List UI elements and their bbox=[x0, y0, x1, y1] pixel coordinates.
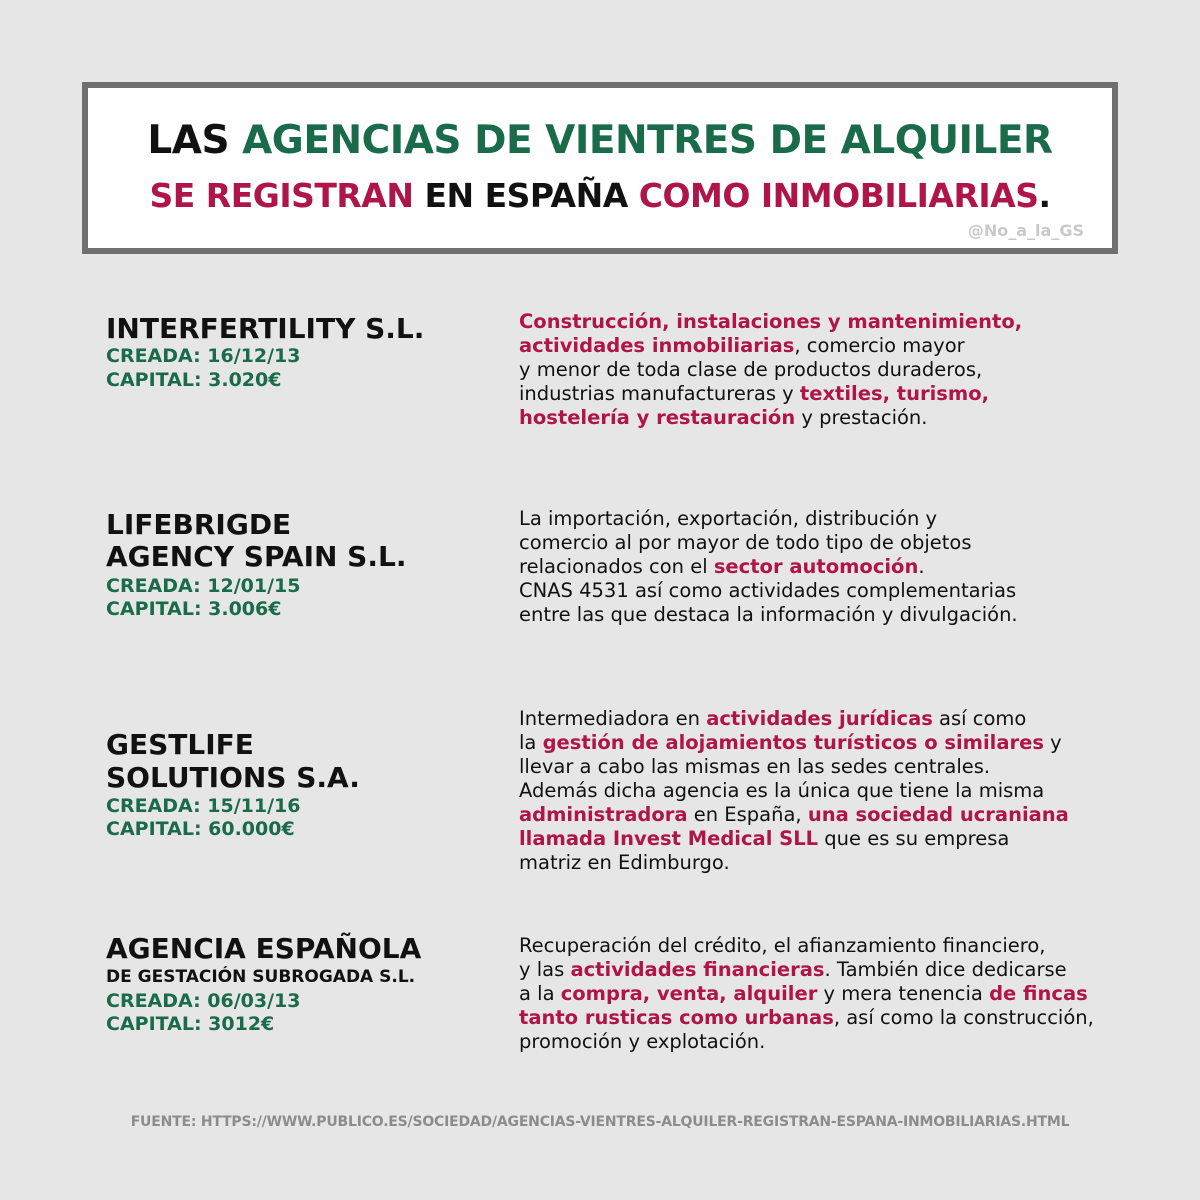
capital-amount: CAPITAL: 3.020€ bbox=[106, 369, 282, 391]
title-box bbox=[82, 82, 1118, 254]
description-text: relacionados con el bbox=[519, 555, 714, 578]
description-text: y mera tenencia bbox=[817, 982, 990, 1005]
description-line bbox=[519, 779, 1069, 803]
description-text: industrias manufactureras y bbox=[519, 382, 800, 405]
highlighted-text: una sociedad ucraniana bbox=[807, 803, 1069, 826]
description-text: y prestación. bbox=[795, 406, 928, 429]
highlighted-text: textiles, turismo, bbox=[799, 382, 989, 405]
description-line bbox=[519, 507, 1018, 531]
highlighted-text: actividades inmobiliarias bbox=[519, 334, 795, 357]
capital-amount: CAPITAL: 60.000€ bbox=[106, 818, 295, 840]
highlighted-text: Construcción, instalaciones y mantenimiento, bbox=[519, 310, 1023, 333]
description-text: , comercio mayor bbox=[794, 334, 965, 357]
capital-amount: CAPITAL: 3.006€ bbox=[106, 598, 282, 620]
description-line bbox=[519, 382, 1022, 406]
description-text: a la bbox=[519, 982, 561, 1005]
description-line bbox=[519, 603, 1018, 627]
description-line bbox=[519, 707, 1069, 731]
company-name: AGENCIA ESPAÑOLA bbox=[106, 932, 422, 965]
description-text: promoción y explotación. bbox=[519, 1030, 766, 1053]
description-text: y las bbox=[519, 958, 571, 981]
company-name: GESTLIFE bbox=[106, 728, 254, 761]
company-description bbox=[519, 707, 1069, 875]
description-text: . También dice dedicarse bbox=[824, 958, 1067, 981]
description-text: matriz en Edimburgo. bbox=[519, 851, 730, 874]
description-text: que es su empresa bbox=[818, 827, 1010, 850]
description-line bbox=[519, 982, 1094, 1006]
description-text: Recuperación del crédito, el afianzamiento financiero, bbox=[519, 934, 1046, 957]
highlighted-text: llamada Invest Medical SLL bbox=[519, 827, 819, 850]
description-line bbox=[519, 555, 1018, 579]
description-line bbox=[519, 827, 1069, 851]
description-text: entre las que destaca la información y divulgación. bbox=[519, 603, 1018, 626]
description-text: . bbox=[918, 555, 925, 578]
description-line bbox=[519, 334, 1022, 358]
company-description bbox=[519, 507, 1018, 627]
source-footer: FUENTE: HTTPS://WWW.PUBLICO.ES/SOCIEDAD/AGENCIAS-VIENTRES-ALQUILER-REGISTRAN-ESPANA-INMOBILIARIAS.HTML bbox=[130, 1114, 1070, 1130]
description-text: comercio al por mayor de todo tipo de objetos bbox=[519, 531, 972, 554]
created-date: CREADA: 15/11/16 bbox=[106, 795, 301, 817]
highlighted-text: compra, venta, alquiler bbox=[560, 982, 818, 1005]
description-line bbox=[519, 934, 1094, 958]
highlighted-text: actividades financieras bbox=[570, 958, 825, 981]
description-text: así como bbox=[932, 707, 1027, 730]
description-line bbox=[519, 579, 1018, 603]
company-name: INTERFERTILITY S.L. bbox=[106, 312, 425, 345]
created-date: CREADA: 16/12/13 bbox=[106, 345, 301, 367]
company-name: LIFEBRIGDE bbox=[106, 508, 292, 541]
highlighted-text: hostelería y restauración bbox=[519, 406, 796, 429]
headline-line-1 bbox=[88, 118, 1112, 163]
description-line bbox=[519, 406, 1022, 430]
description-text: llevar a cabo las mismas en las sedes centrales. bbox=[519, 755, 991, 778]
description-text: Además dicha agencia es la única que tiene la misma bbox=[519, 779, 1045, 802]
highlighted-text: actividades jurídicas bbox=[706, 707, 933, 730]
description-text: Intermediadora en bbox=[519, 707, 707, 730]
description-text: y bbox=[1043, 731, 1062, 754]
description-line bbox=[519, 531, 1018, 555]
description-line bbox=[519, 958, 1094, 982]
description-text: La importación, exportación, distribución y bbox=[519, 507, 938, 530]
headline-highlight: AGENCIAS DE VIENTRES DE ALQUILER bbox=[242, 118, 1053, 163]
capital-amount: CAPITAL: 3012€ bbox=[106, 1013, 275, 1035]
highlighted-text: de fincas bbox=[989, 982, 1088, 1005]
created-date: CREADA: 12/01/15 bbox=[106, 575, 301, 597]
description-line bbox=[519, 358, 1022, 382]
company-name-line-2: DE GESTACIÓN SUBROGADA S.L. bbox=[106, 967, 416, 987]
headline-highlight: SE REGISTRAN bbox=[149, 176, 414, 215]
description-text: CNAS 4531 así como actividades complementarias bbox=[519, 579, 1017, 602]
description-text: la bbox=[519, 731, 543, 754]
headline-highlight: COMO INMOBILIARIAS bbox=[638, 176, 1039, 215]
description-text: en España, bbox=[687, 803, 808, 826]
description-line bbox=[519, 803, 1069, 827]
company-description bbox=[519, 310, 1022, 430]
highlighted-text: tanto rusticas como urbanas bbox=[519, 1006, 834, 1029]
description-line bbox=[519, 755, 1069, 779]
company-description bbox=[519, 934, 1094, 1054]
headline-line-2 bbox=[88, 176, 1112, 215]
author-handle: @No_a_la_GS bbox=[967, 221, 1084, 240]
highlighted-text: sector automoción bbox=[713, 555, 919, 578]
description-line bbox=[519, 1030, 1094, 1054]
headline-part: . bbox=[1038, 176, 1051, 215]
headline-part: EN ESPAÑA bbox=[413, 176, 639, 215]
company-name-line-2: SOLUTIONS S.A. bbox=[106, 761, 360, 794]
created-date: CREADA: 06/03/13 bbox=[106, 990, 301, 1012]
description-line bbox=[519, 731, 1069, 755]
headline-part: LAS bbox=[147, 118, 243, 163]
description-text: y menor de toda clase de productos duraderos, bbox=[519, 358, 983, 381]
description-line bbox=[519, 1006, 1094, 1030]
description-line bbox=[519, 851, 1069, 875]
description-line bbox=[519, 310, 1022, 334]
company-name-line-2: AGENCY SPAIN S.L. bbox=[106, 540, 407, 573]
description-text: , así como la construcción, bbox=[833, 1006, 1094, 1029]
highlighted-text: gestión de alojamientos turísticos o similares bbox=[542, 731, 1044, 754]
highlighted-text: administradora bbox=[519, 803, 688, 826]
